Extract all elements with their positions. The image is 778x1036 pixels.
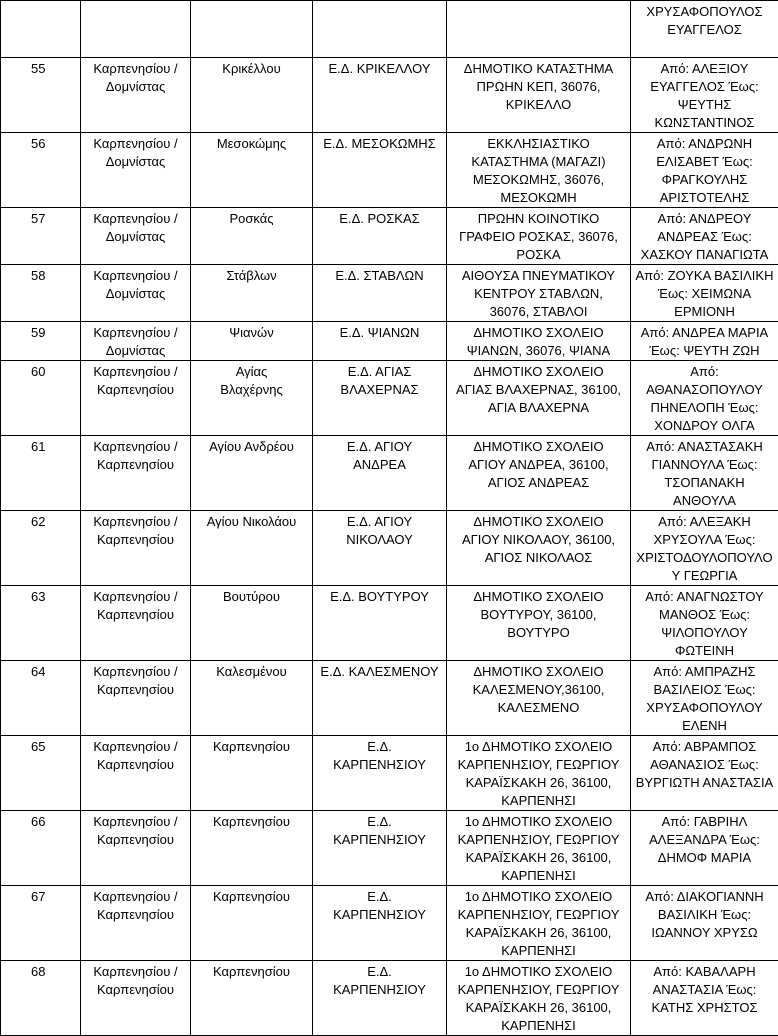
municipality-cell	[81, 961, 191, 1036]
municipality-cell	[81, 1, 191, 58]
municipality-cell-text: Καρπενησίου / Δομνίστας	[93, 211, 177, 244]
row-number-text: 62	[31, 514, 45, 529]
municipality-cell	[81, 586, 191, 661]
row-number-text: 55	[31, 61, 45, 76]
municipality-cell-text: Καρπενησίου / Δομνίστας	[93, 268, 177, 301]
address-cell-text: ΔΗΜΟΤΙΚΟ ΚΑΤΑΣΤΗΜΑ ΠΡΩΗΝ ΚΕΠ, 36076, ΚΡΙΚΕΛΛΟ	[464, 61, 613, 112]
district-cell	[191, 361, 313, 436]
district-cell-text: Μεσοκώμης	[217, 136, 286, 151]
voter-range-cell-text: Από: ΑΝΔΡΩΝΗ ΕΛΙΣΑΒΕΤ Έως: ΦΡΑΓΚΟΥΛΗΣ ΑΡΙΣΤΟΤΕΛΗΣ	[656, 136, 753, 205]
polling-station-cell	[313, 265, 447, 322]
voter-range-cell	[631, 265, 778, 322]
municipality-cell	[81, 208, 191, 265]
municipality-cell	[81, 886, 191, 961]
voter-range-cell	[631, 208, 778, 265]
municipality-cell-text: Καρπενησίου / Δομνίστας	[93, 61, 177, 94]
row-number-text: 57	[31, 211, 45, 226]
row-number-text: 65	[31, 739, 45, 754]
address-cell-text: ΔΗΜΟΤΙΚΟ ΣΧΟΛΕΙΟ ΚΑΛΕΣΜΕΝΟΥ,36100, ΚΑΛΕΣΜΕΝΟ	[473, 664, 605, 715]
polling-station-cell-text: Ε.Δ. ΑΓΙΟΥ ΑΝΔΡΕΑ	[347, 439, 412, 472]
table-row	[1, 811, 778, 886]
district-cell	[191, 661, 313, 736]
municipality-cell-text: Καρπενησίου / Καρπενησίου	[93, 664, 177, 697]
row-number-text: 61	[31, 439, 45, 454]
row-number-text: 66	[31, 814, 45, 829]
row-number	[1, 436, 81, 511]
address-cell-text: 1ο ΔΗΜΟΤΙΚΟ ΣΧΟΛΕΙΟ ΚΑΡΠΕΝΗΣΙΟΥ, ΓΕΩΡΓΙΟΥ ΚΑΡΑΪΣΚΑΚΗ 26, 36100, ΚΑΡΠΕΝΗΣΙ	[458, 739, 620, 808]
polling-station-cell	[313, 208, 447, 265]
address-cell-text: ΔΗΜΟΤΙΚΟ ΣΧΟΛΕΙΟ ΑΓΙΟΥ ΝΙΚΟΛΑΟΥ, 36100, ΑΓΙΟΣ ΝΙΚΟΛΑΟΣ	[462, 514, 615, 565]
row-number	[1, 208, 81, 265]
address-cell	[447, 886, 631, 961]
municipality-cell-text: Καρπενησίου / Καρπενησίου	[93, 589, 177, 622]
voter-range-cell	[631, 811, 778, 886]
voter-range-cell-text: Από: ΑΝΔΡΕΑ ΜΑΡΙΑ Έως: ΨΕΥΤΗ ΖΩΗ	[641, 325, 768, 358]
municipality-cell	[81, 265, 191, 322]
polling-station-cell	[313, 361, 447, 436]
address-cell-text: ΑΙΘΟΥΣΑ ΠΝΕΥΜΑΤΙΚΟΥ ΚΕΝΤΡΟΥ ΣΤΑΒΛΩΝ, 36076, ΣΤΑΒΛΟΙ	[462, 268, 615, 319]
table-row	[1, 1, 778, 58]
table-row	[1, 961, 778, 1036]
row-number	[1, 811, 81, 886]
table-row	[1, 511, 778, 586]
row-number	[1, 661, 81, 736]
polling-station-cell-text: Ε.Δ. ΑΓΙΟΥ ΝΙΚΟΛΑΟΥ	[346, 514, 413, 547]
row-number	[1, 586, 81, 661]
polling-station-cell-text: Ε.Δ. ΚΡΙΚΕΛΛΟΥ	[329, 61, 431, 76]
row-number	[1, 736, 81, 811]
municipality-cell-text: Καρπενησίου / Καρπενησίου	[93, 439, 177, 472]
address-cell-text: 1ο ΔΗΜΟΤΙΚΟ ΣΧΟΛΕΙΟ ΚΑΡΠΕΝΗΣΙΟΥ, ΓΕΩΡΓΙΟΥ ΚΑΡΑΪΣΚΑΚΗ 26, 36100, ΚΑΡΠΕΝΗΣΙ	[458, 889, 620, 958]
table-row	[1, 361, 778, 436]
municipality-cell	[81, 436, 191, 511]
municipality-cell-text: Καρπενησίου / Καρπενησίου	[93, 964, 177, 997]
district-cell-text: Ροσκάς	[229, 211, 273, 226]
voter-range-cell	[631, 961, 778, 1036]
voter-range-cell-text: Από: ΑΒΡΑΜΠΟΣ ΑΘΑΝΑΣΙΟΣ Έως: ΒΥΡΓΙΩΤΗ ΑΝΑΣΤΑΣΙΑ	[636, 739, 773, 790]
address-cell	[447, 736, 631, 811]
municipality-cell	[81, 58, 191, 133]
district-cell-text: Κρικέλλου	[222, 61, 280, 76]
table-row	[1, 322, 778, 361]
district-cell-text: Βουτύρου	[223, 589, 280, 604]
voter-range-cell	[631, 511, 778, 586]
voter-range-cell	[631, 322, 778, 361]
table-body	[1, 1, 778, 1036]
row-number	[1, 58, 81, 133]
district-cell	[191, 736, 313, 811]
polling-station-cell	[313, 661, 447, 736]
address-cell-text: ΔΗΜΟΤΙΚΟ ΣΧΟΛΕΙΟ ΨΙΑΝΩΝ, 36076, ΨΙΑΝΑ	[467, 325, 610, 358]
voter-range-cell-text: ΧΡΥΣΑΦΟΠΟΥΛΟΣ ΕΥΑΓΓΕΛΟΣ	[646, 4, 762, 37]
voter-range-cell	[631, 1, 778, 58]
polling-station-cell	[313, 58, 447, 133]
voter-range-cell-text: Από: ΖΟΥΚΑ ΒΑΣΙΛΙΚΗ Έως: ΧΕΙΜΩΝΑ ΕΡΜΙΟΝΗ	[636, 268, 774, 319]
district-cell	[191, 811, 313, 886]
municipality-cell-text: Καρπενησίου / Καρπενησίου	[93, 364, 177, 397]
polling-station-cell	[313, 586, 447, 661]
address-cell-text: 1ο ΔΗΜΟΤΙΚΟ ΣΧΟΛΕΙΟ ΚΑΡΠΕΝΗΣΙΟΥ, ΓΕΩΡΓΙΟΥ ΚΑΡΑΪΣΚΑΚΗ 26, 36100, ΚΑΡΠΕΝΗΣΙ	[458, 964, 620, 1033]
district-cell-text: Καρπενησίου	[213, 739, 290, 754]
voter-range-cell-text: Από: ΑΝΑΣΤΑΣΑΚΗ ΓΙΑΝΝΟΥΛΑ Έως: ΤΣΟΠΑΝΑΚΗ ΑΝΘΟΥΛΑ	[646, 439, 763, 508]
address-cell	[447, 436, 631, 511]
address-cell	[447, 208, 631, 265]
address-cell	[447, 961, 631, 1036]
municipality-cell-text: Καρπενησίου / Καρπενησίου	[93, 814, 177, 847]
polling-station-cell-text: Ε.Δ. ΜΕΣΟΚΩΜΗΣ	[323, 136, 435, 151]
address-cell-text: 1ο ΔΗΜΟΤΙΚΟ ΣΧΟΛΕΙΟ ΚΑΡΠΕΝΗΣΙΟΥ, ΓΕΩΡΓΙΟΥ ΚΑΡΑΪΣΚΑΚΗ 26, 36100, ΚΑΡΠΕΝΗΣΙ	[458, 814, 620, 883]
district-cell-text: Αγίας Βλαχέρνης	[220, 364, 283, 397]
address-cell	[447, 58, 631, 133]
row-number-text: 68	[31, 964, 45, 979]
voter-range-cell-text: Από: ΑΛΕΞΑΚΗ ΧΡΥΣΟΥΛΑ Έως: ΧΡΙΣΤΟΔΟΥΛΟΠΟΥΛΟ Υ ΓΕΩΡΓΙΑ	[636, 514, 772, 583]
table-row	[1, 133, 778, 208]
table-row	[1, 265, 778, 322]
voter-range-cell	[631, 886, 778, 961]
voter-range-cell-text: Από: ΑΜΠΡΑΖΗΣ ΒΑΣΙΛΕΙΟΣ Έως: ΧΡΥΣΑΦΟΠΟΥΛΟΥ ΕΛΕΝΗ	[646, 664, 762, 733]
polling-station-cell-text: Ε.Δ. ΨΙΑΝΩΝ	[340, 325, 420, 340]
district-cell	[191, 511, 313, 586]
address-cell	[447, 361, 631, 436]
municipality-cell-text: Καρπενησίου / Καρπενησίου	[93, 889, 177, 922]
municipality-cell-text: Καρπενησίου / Δομνίστας	[93, 136, 177, 169]
polling-station-cell-text: Ε.Δ. ΡΟΣΚΑΣ	[339, 211, 419, 226]
district-cell	[191, 265, 313, 322]
row-number-text: 59	[31, 325, 45, 340]
address-cell-text: ΔΗΜΟΤΙΚΟ ΣΧΟΛΕΙΟ ΒΟΥΤΥΡΟΥ, 36100, ΒΟΥΤΥΡΟ	[473, 589, 603, 640]
row-number	[1, 1, 81, 58]
polling-station-cell-text: Ε.Δ. ΚΑΡΠΕΝΗΣΙΟΥ	[333, 889, 426, 922]
voter-range-cell-text: Από: ΑΝΑΓΝΩΣΤΟΥ ΜΑΝΘΟΣ Έως: ΨΙΛΟΠΟΥΛΟΥ ΦΩΤΕΙΝΗ	[645, 589, 763, 658]
municipality-cell	[81, 322, 191, 361]
row-number-text: 64	[31, 664, 45, 679]
voter-range-cell	[631, 586, 778, 661]
address-cell	[447, 133, 631, 208]
polling-station-cell-text: Ε.Δ. ΚΑΡΠΕΝΗΣΙΟΥ	[333, 964, 426, 997]
municipality-cell	[81, 736, 191, 811]
district-cell-text: Αγίου Ανδρέου	[209, 439, 294, 454]
district-cell	[191, 886, 313, 961]
polling-station-cell-text: Ε.Δ. ΚΑΡΠΕΝΗΣΙΟΥ	[333, 739, 426, 772]
voter-range-cell	[631, 361, 778, 436]
municipality-cell	[81, 133, 191, 208]
address-cell	[447, 586, 631, 661]
address-cell	[447, 1, 631, 58]
district-cell-text: Καρπενησίου	[213, 814, 290, 829]
district-cell-text: Αγίου Νικολάου	[207, 514, 297, 529]
district-cell-text: Ψιανών	[229, 325, 273, 340]
table-row	[1, 586, 778, 661]
row-number-text: 63	[31, 589, 45, 604]
voter-range-cell-text: Από: ΔΙΑΚΟΓΙΑΝΝΗ ΒΑΣΙΛΙΚΗ Έως: ΙΩΑΝΝΟΥ ΧΡΥΣΩ	[645, 889, 763, 940]
polling-station-cell	[313, 133, 447, 208]
row-number-text: 56	[31, 136, 45, 151]
district-cell	[191, 586, 313, 661]
address-cell	[447, 511, 631, 586]
row-number	[1, 961, 81, 1036]
voter-range-cell-text: Από: ΓΑΒΡΙΗΛ ΑΛΕΞΑΝΔΡΑ Έως: ΔΗΜΟΦ ΜΑΡΙΑ	[649, 814, 760, 865]
row-number	[1, 133, 81, 208]
district-cell-text: Καρπενησίου	[213, 889, 290, 904]
row-number	[1, 322, 81, 361]
row-number-text: 60	[31, 364, 45, 379]
voter-range-cell-text: Από: ΚΑΒΑΛΑΡΗ ΑΝΑΣΤΑΣΙΑ Έως: ΚΑΤΗΣ ΧΡΗΣΤΟΣ	[652, 964, 758, 1015]
polling-station-cell	[313, 511, 447, 586]
voter-range-cell	[631, 736, 778, 811]
polling-station-cell	[313, 886, 447, 961]
municipality-cell-text: Καρπενησίου / Δομνίστας	[93, 325, 177, 358]
polling-station-cell	[313, 961, 447, 1036]
district-cell-text: Καρπενησίου	[213, 964, 290, 979]
row-number	[1, 265, 81, 322]
row-number-text: 67	[31, 889, 45, 904]
district-cell	[191, 133, 313, 208]
address-cell	[447, 265, 631, 322]
table-row	[1, 58, 778, 133]
voter-range-cell	[631, 436, 778, 511]
row-number	[1, 361, 81, 436]
district-cell	[191, 208, 313, 265]
voter-range-cell-text: Από: ΑΛΕΞΙΟΥ ΕΥΑΓΓΕΛΟΣ Έως: ΨΕΥΤΗΣ ΚΩΝΣΤΑΝΤΙΝΟΣ	[650, 61, 758, 130]
municipality-cell-text: Καρπενησίου / Καρπενησίου	[93, 514, 177, 547]
voter-range-cell-text: Από: ΑΘΑΝΑΣΟΠΟΥΛΟΥ ΠΗΝΕΛΟΠΗ Έως: ΧΟΝΔΡΟΥ ΟΛΓΑ	[646, 364, 763, 433]
table-row	[1, 886, 778, 961]
district-cell	[191, 58, 313, 133]
address-cell	[447, 811, 631, 886]
address-cell-text: ΔΗΜΟΤΙΚΟ ΣΧΟΛΕΙΟ ΑΓΙΟΥ ΑΝΔΡΕΑ, 36100, ΑΓΙΟΣ ΑΝΔΡΕΑΣ	[468, 439, 608, 490]
table-row	[1, 661, 778, 736]
municipality-cell	[81, 811, 191, 886]
municipality-cell	[81, 511, 191, 586]
row-number	[1, 511, 81, 586]
voter-range-cell	[631, 661, 778, 736]
row-number-text: 58	[31, 268, 45, 283]
address-cell	[447, 322, 631, 361]
voter-range-cell	[631, 58, 778, 133]
address-cell-text: ΔΗΜΟΤΙΚΟ ΣΧΟΛΕΙΟ ΑΓΙΑΣ ΒΛΑΧΕΡΝΑΣ, 36100, ΑΓΙΑ ΒΛΑΧΕΡΝΑ	[456, 364, 621, 415]
table-row	[1, 208, 778, 265]
polling-station-cell	[313, 736, 447, 811]
district-cell	[191, 436, 313, 511]
table-row	[1, 736, 778, 811]
polling-station-cell	[313, 1, 447, 58]
polling-station-cell	[313, 436, 447, 511]
district-cell	[191, 322, 313, 361]
row-number	[1, 886, 81, 961]
polling-station-cell-text: Ε.Δ. ΒΟΥΤΥΡΟΥ	[330, 589, 429, 604]
polling-station-cell-text: Ε.Δ. ΚΑΡΠΕΝΗΣΙΟΥ	[333, 814, 426, 847]
address-cell	[447, 661, 631, 736]
district-cell	[191, 961, 313, 1036]
municipality-cell	[81, 361, 191, 436]
address-cell-text: ΠΡΩΗΝ ΚΟΙΝΟΤΙΚΟ ΓΡΑΦΕΙΟ ΡΟΣΚΑΣ, 36076, ΡΟΣΚΑ	[459, 211, 618, 262]
polling-station-cell	[313, 322, 447, 361]
polling-station-cell-text: Ε.Δ. ΚΑΛΕΣΜΕΝΟΥ	[320, 664, 438, 679]
polling-station-cell	[313, 811, 447, 886]
municipality-cell-text: Καρπενησίου / Καρπενησίου	[93, 739, 177, 772]
district-cell	[191, 1, 313, 58]
address-cell-text: ΕΚΚΛΗΣΙΑΣΤΙΚΟ ΚΑΤΑΣΤΗΜΑ (ΜΑΓΑΖΙ) ΜΕΣΟΚΩΜΗΣ, 36076, ΜΕΣΟΚΩΜΗ	[471, 136, 605, 205]
municipality-cell	[81, 661, 191, 736]
voter-range-cell-text: Από: ΑΝΔΡΕΟΥ ΑΝΔΡΕΑΣ Έως: ΧΑΣΚΟΥ ΠΑΝΑΓΙΩΤΑ	[641, 211, 769, 262]
voter-range-cell	[631, 133, 778, 208]
polling-station-cell-text: Ε.Δ. ΣΤΑΒΛΩΝ	[335, 268, 423, 283]
polling-station-cell-text: Ε.Δ. ΑΓΙΑΣ ΒΛΑΧΕΡΝΑΣ	[340, 364, 418, 397]
district-cell-text: Καλεσμένου	[216, 664, 286, 679]
table-row	[1, 436, 778, 511]
district-cell-text: Στάβλων	[226, 268, 276, 283]
